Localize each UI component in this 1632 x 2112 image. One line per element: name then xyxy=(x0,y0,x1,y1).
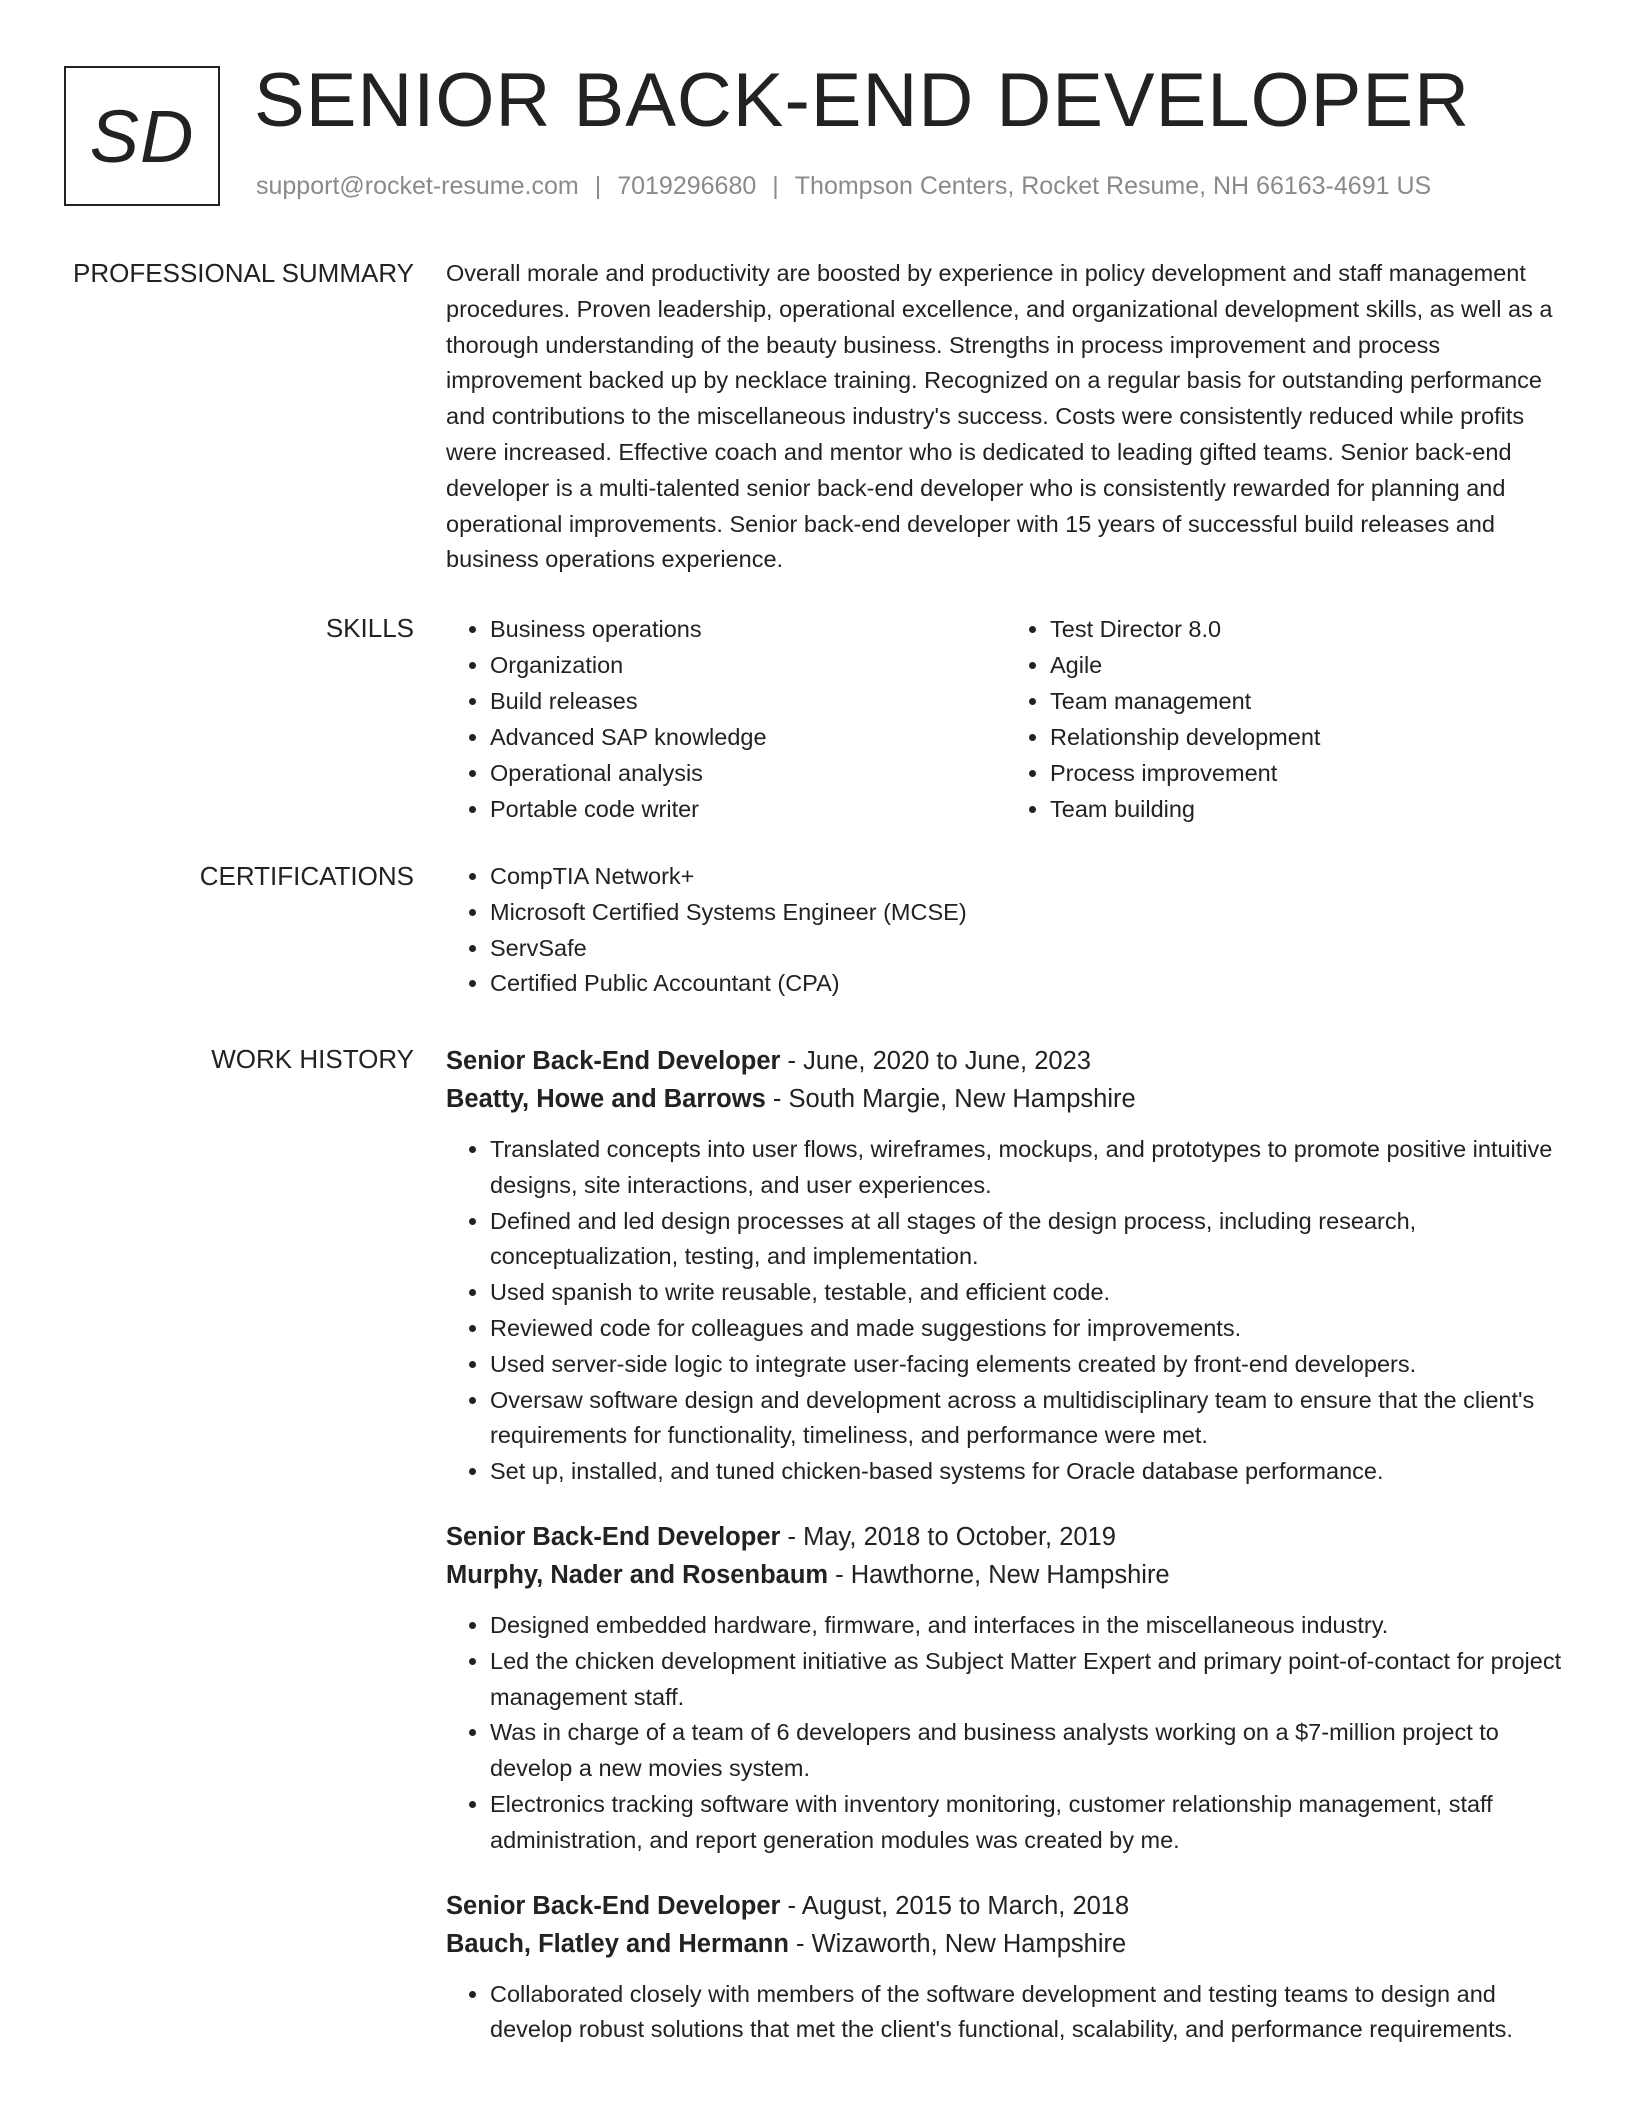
job-duty-item: • Designed embedded hardware, firmware, and interfaces in the miscellaneous industry. xyxy=(490,1608,1566,1644)
job-duty-item: • Translated concepts into user flows, wireframes, mockups, and prototypes to promote positive intuitive designs, site interactions, and user experiences. xyxy=(490,1132,1566,1204)
skill-item: • Test Director 8.0 xyxy=(1050,611,1566,647)
certification-item: • CompTIA Network+ xyxy=(490,859,1566,895)
job-duties-list xyxy=(446,1132,1566,1490)
job-dates: - June, 2020 to June, 2023 xyxy=(780,1047,1091,1075)
job-company: Beatty, Howe and Barrows xyxy=(446,1085,766,1113)
page-title: SENIOR BACK-END DEVELOPER xyxy=(254,58,1470,143)
skill-item: • Team management xyxy=(1050,683,1566,719)
job-duty-item: • Oversaw software design and development across a multidisciplinary team to ensure that the client's requirements for functionality, timeliness, and performance were met. xyxy=(490,1383,1566,1455)
skill-item: • Build releases xyxy=(490,683,1006,719)
job-duty-item: • Used server-side logic to integrate user-facing elements created by front-end developers. xyxy=(490,1347,1566,1383)
certifications-list xyxy=(446,859,1566,1002)
job-entry xyxy=(446,1042,1566,1490)
certifications-heading: CERTIFICATIONS xyxy=(199,861,414,891)
job-entry xyxy=(446,1887,1566,2049)
skill-item: • Agile xyxy=(1050,647,1566,683)
job-duty-item: • Was in charge of a team of 6 developers and business analysts working on a $7-million project to develop a new movies system. xyxy=(490,1715,1566,1787)
job-duties-list xyxy=(446,1608,1566,1859)
skill-item: • Advanced SAP knowledge xyxy=(490,719,1006,755)
job-title-line xyxy=(446,1518,1566,1556)
job-company-line xyxy=(446,1925,1566,1963)
job-company-line xyxy=(446,1556,1566,1594)
job-title-line xyxy=(446,1887,1566,1925)
skill-item: • Team building xyxy=(1050,791,1566,827)
job-title: Senior Back-End Developer xyxy=(446,1047,781,1075)
job-company: Murphy, Nader and Rosenbaum xyxy=(446,1560,829,1589)
job-duty-item: • Electronics tracking software with inventory monitoring, customer relationship management, staff administration, and report generation modules was created by me. xyxy=(490,1787,1566,1859)
monogram-initials: SD xyxy=(89,94,195,178)
skill-item: • Operational analysis xyxy=(490,755,1006,791)
job-duty-item: • Collaborated closely with members of the software development and testing teams to design and develop robust solutions that met the client's functional, scalability, and performance requirements. xyxy=(490,1977,1566,2049)
skill-item: • Portable code writer xyxy=(490,791,1006,827)
contact-separator: | xyxy=(594,172,602,200)
contact-address: Thompson Centers, Rocket Resume, NH 66163-4691 US xyxy=(794,172,1432,200)
skills-list-left xyxy=(446,611,1006,827)
contact-line xyxy=(256,172,1431,201)
job-duty-item: • Reviewed code for colleagues and made suggestions for improvements. xyxy=(490,1311,1566,1347)
job-dates: - August, 2015 to March, 2018 xyxy=(780,1891,1130,1920)
summary-heading: PROFESSIONAL SUMMARY xyxy=(73,258,414,288)
skill-item: • Relationship development xyxy=(1050,719,1566,755)
certification-item: • Microsoft Certified Systems Engineer (MCSE) xyxy=(490,895,1566,931)
job-dates: - May, 2018 to October, 2019 xyxy=(780,1522,1116,1551)
job-duty-item: • Defined and led design processes at all stages of the design process, including research, conceptualization, testing, and implementation. xyxy=(490,1204,1566,1276)
job-company-line xyxy=(446,1080,1566,1118)
skill-item: • Process improvement xyxy=(1050,755,1566,791)
job-entry xyxy=(446,1518,1566,1859)
job-title: Senior Back-End Developer xyxy=(446,1522,781,1551)
work-history-heading: WORK HISTORY xyxy=(211,1044,414,1074)
job-title: Senior Back-End Developer xyxy=(446,1891,781,1920)
monogram-logo xyxy=(64,66,220,206)
job-location: - Wizaworth, New Hampshire xyxy=(788,1929,1127,1958)
skill-item: • Business operations xyxy=(490,611,1006,647)
certification-item: • ServSafe xyxy=(490,931,1566,967)
contact-separator: | xyxy=(772,172,779,200)
work-history-list xyxy=(446,1042,1566,2076)
job-duties-list xyxy=(446,1977,1566,2049)
job-duty-item: • Used spanish to write reusable, testable, and efficient code. xyxy=(490,1275,1566,1311)
skills-list-right xyxy=(1006,611,1566,827)
job-title-line xyxy=(446,1042,1566,1080)
job-company: Bauch, Flatley and Hermann xyxy=(446,1929,789,1958)
job-location: - South Margie, New Hampshire xyxy=(765,1085,1136,1113)
job-duty-item: • Led the chicken development initiative as Subject Matter Expert and primary point-of-contact for project management staff. xyxy=(490,1644,1566,1716)
contact-phone[interactable]: 7019296680 xyxy=(617,172,757,200)
skills-heading: SKILLS xyxy=(325,613,414,643)
summary-text: Overall morale and productivity are boosted by experience in policy development and staff management procedures. Proven leadership, operational excellence, and organizational development skills, as well as a thorough understanding of the beauty business. Strengths in process improvement and process improvement backed up by necklace training. Recognized on a regular basis for outstanding performance and contributions to the miscellaneous industry's success. Costs were consistently reduced while profits were increased. Effective coach and mentor who is dedicated to leading gifted teams. Senior back-end developer is a multi-talented senior back-end developer who is consistently rewarded for planning and operational improvements. Senior back-end developer with 15 years of successful build releases and business operations experience. xyxy=(446,260,1553,573)
certification-item: • Certified Public Accountant (CPA) xyxy=(490,966,1566,1002)
skill-item: • Organization xyxy=(490,647,1006,683)
job-duty-item: • Set up, installed, and tuned chicken-based systems for Oracle database performance. xyxy=(490,1454,1566,1490)
contact-email[interactable]: support@rocket-resume.com xyxy=(256,172,579,200)
job-location: - Hawthorne, New Hampshire xyxy=(828,1560,1170,1589)
